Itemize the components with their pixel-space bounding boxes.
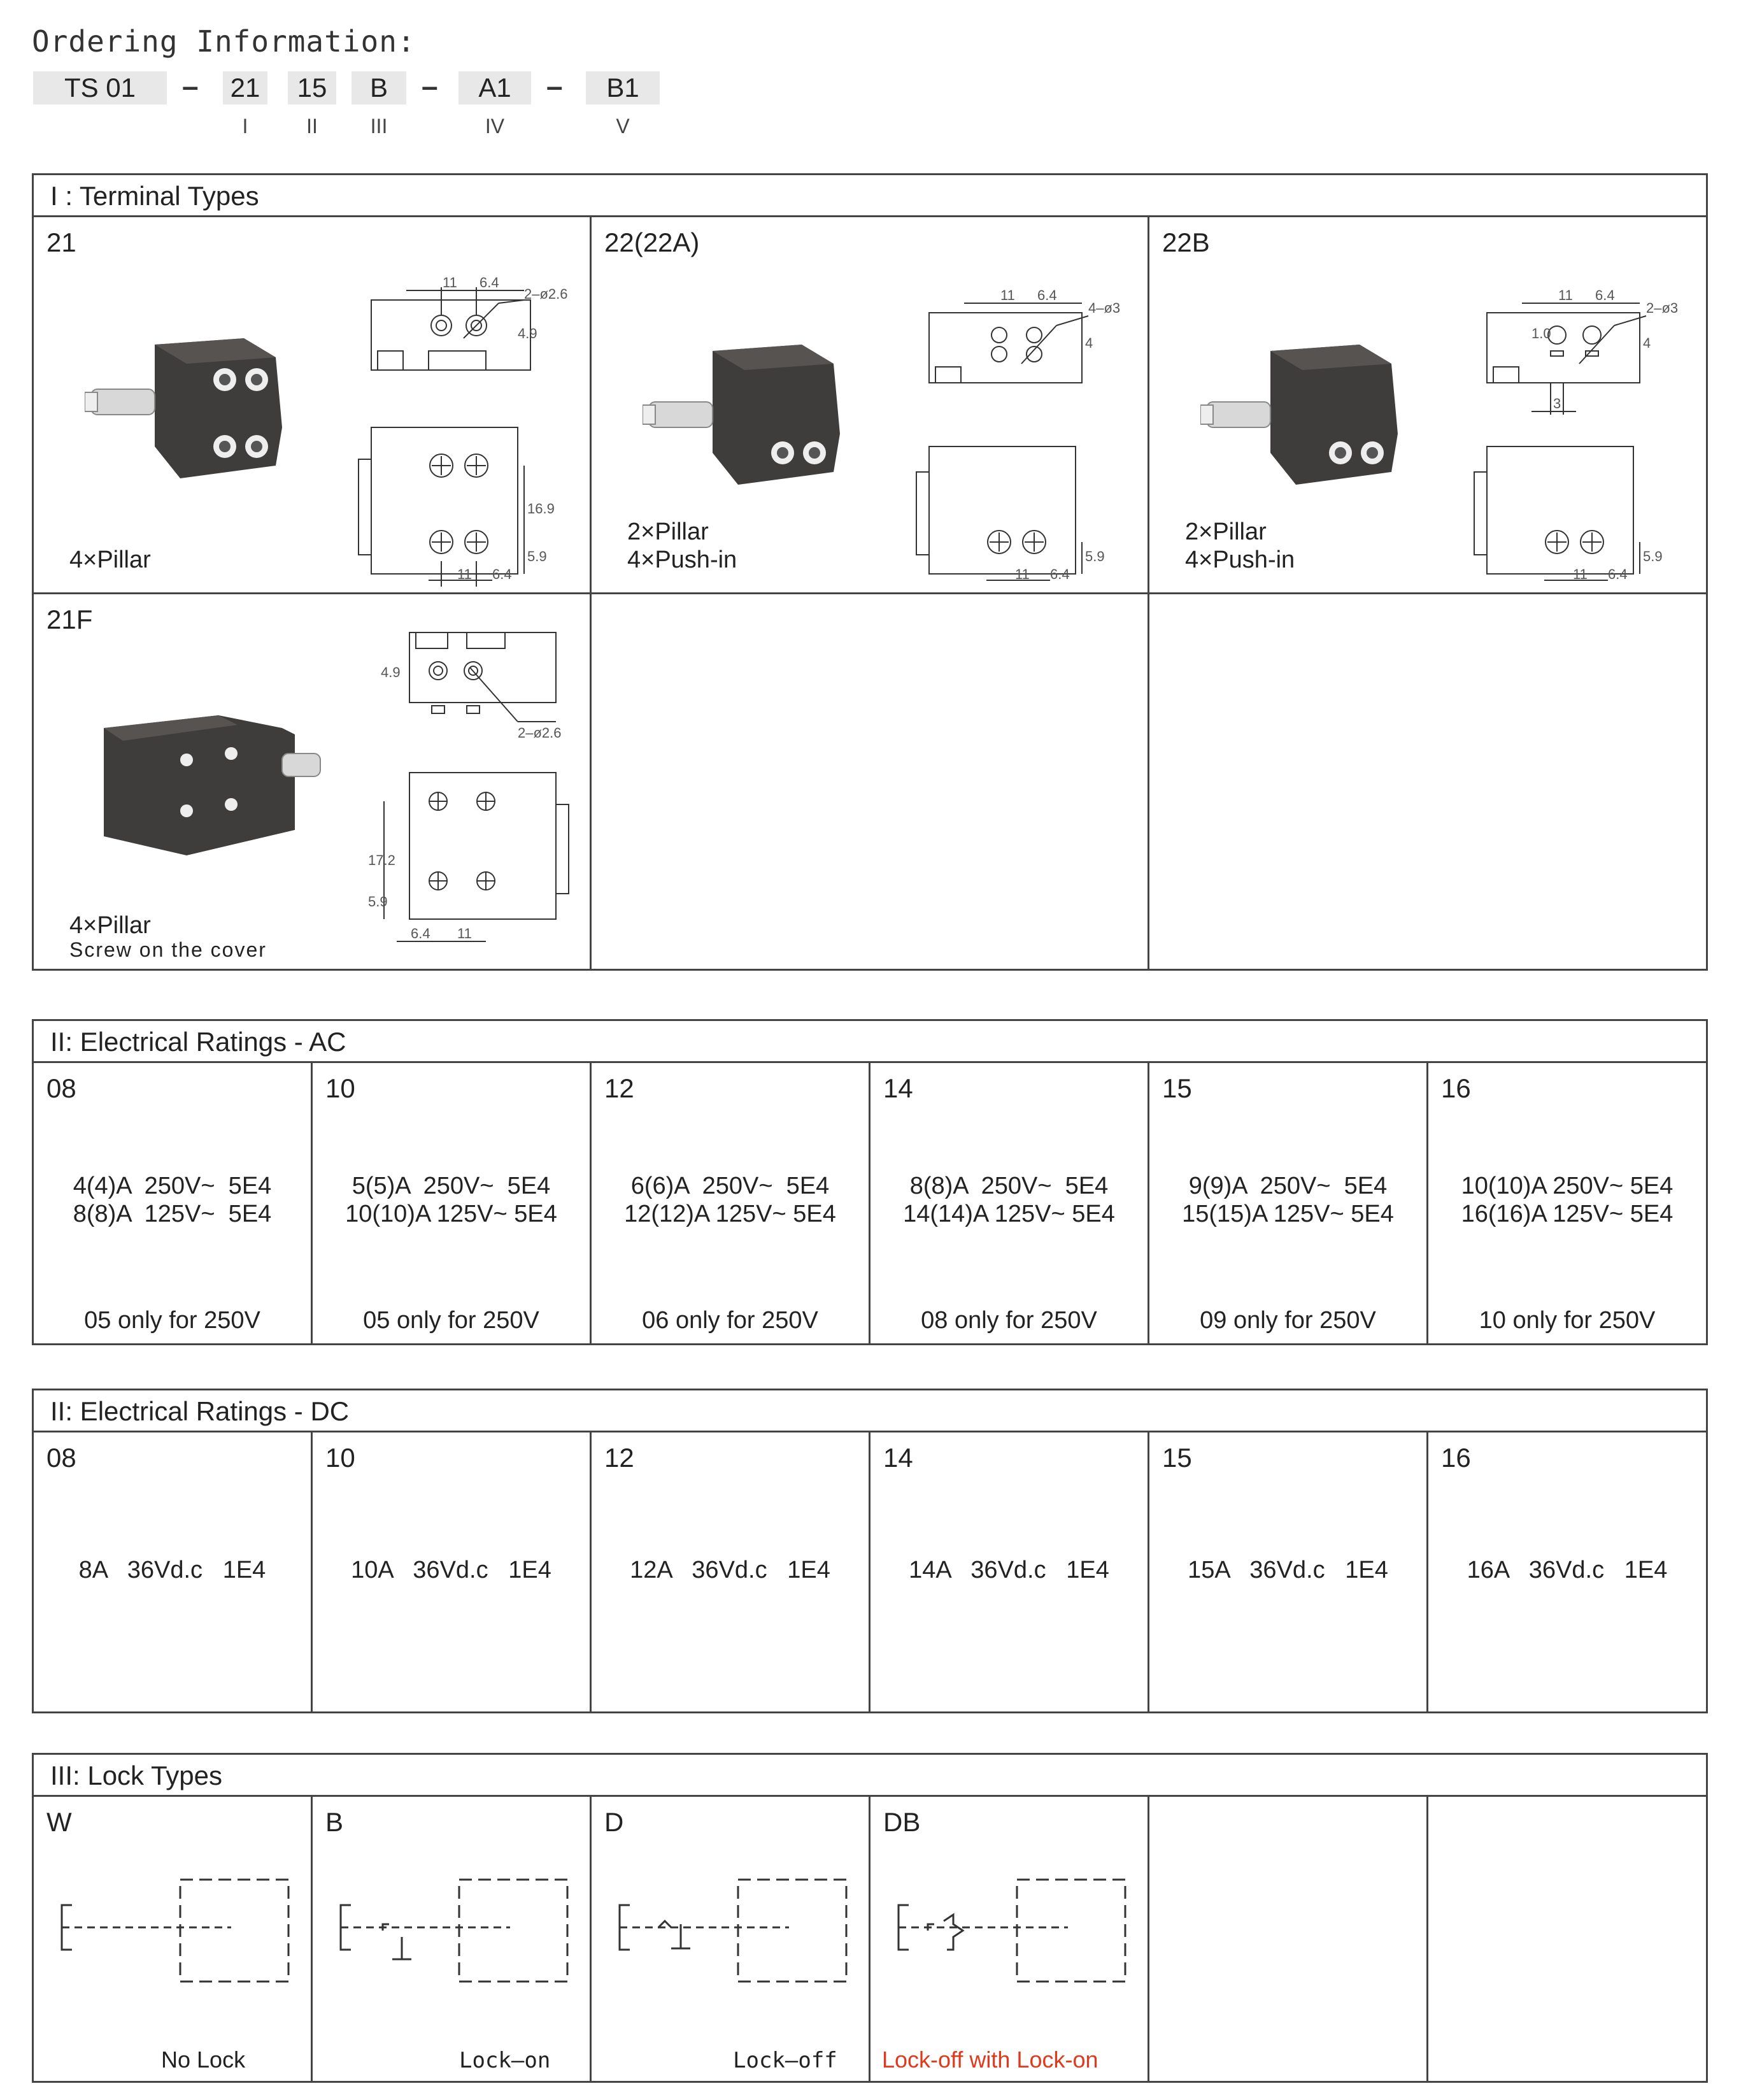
dc-cell — [1149, 1432, 1428, 1711]
terminal-desc: 4×Push-in — [1185, 546, 1295, 573]
dim-label: 3 — [1553, 396, 1561, 411]
rating-code: 10 — [325, 1443, 355, 1473]
dim-label: 5.9 — [1085, 548, 1105, 564]
rating-note: 09 only for 250V — [1200, 1307, 1376, 1334]
dim-label: 17.2 — [368, 852, 395, 868]
dim-label: 16.9 — [527, 501, 555, 517]
dim-label: 11 — [1015, 566, 1030, 582]
code-series: TS 01 — [33, 71, 167, 104]
dim-label: 11 — [457, 566, 472, 582]
dc-ratings-section — [32, 1389, 1708, 1713]
terminal-cell-21 — [34, 217, 592, 594]
lock-cell-db — [870, 1797, 1149, 2081]
switch-body-image — [643, 325, 885, 504]
code-v: B1 — [586, 71, 660, 104]
roman-ii: II — [306, 115, 318, 138]
dc-cell — [1428, 1432, 1706, 1711]
dim-label: 6.4 — [1595, 287, 1615, 303]
terminal-cell-22 — [592, 217, 1149, 594]
lock-types-section — [32, 1753, 1708, 2083]
code-lock: B — [352, 71, 406, 104]
lock-cell-b — [313, 1797, 592, 2081]
dim-label: 6.4 — [1608, 566, 1628, 582]
rating-line: 6(6)A 250V~ 5E4 — [630, 1173, 830, 1199]
lock-label: Lock–off — [733, 2048, 837, 2073]
lock-code: W — [46, 1807, 72, 1837]
ac-cell — [34, 1063, 313, 1343]
code-terminal: 21 — [223, 71, 267, 104]
rating-line: 8(8)A 250V~ 5E4 — [909, 1173, 1109, 1199]
dim-label: 5.9 — [527, 548, 547, 564]
dim-label: 11 — [1573, 566, 1588, 582]
dimension-drawing — [1449, 230, 1703, 587]
rating-line: 14A 36Vd.c 1E4 — [909, 1557, 1109, 1583]
terminal-cell-21f — [34, 594, 592, 969]
dim-label: 6.4 — [480, 275, 499, 290]
switch-body-image — [1200, 325, 1442, 504]
dc-cell — [870, 1432, 1149, 1711]
section-heading: I : Terminal Types — [34, 175, 1706, 217]
ac-cell — [313, 1063, 592, 1343]
code-dash: – — [546, 69, 563, 103]
code-iv: A1 — [458, 71, 531, 104]
ac-cell — [870, 1063, 1149, 1343]
section-heading: II: Electrical Ratings - DC — [34, 1390, 1706, 1432]
rating-line: 4(4)A 250V~ 5E4 — [73, 1173, 272, 1199]
roman-iv: IV — [485, 115, 505, 138]
rating-code: 08 — [46, 1443, 76, 1473]
dim-label: 11 — [1558, 287, 1573, 303]
rating-code: 14 — [883, 1073, 913, 1103]
lock-on-diagram — [332, 1867, 586, 1994]
dim-label: 5.9 — [368, 894, 388, 910]
ac-cell — [1428, 1063, 1706, 1343]
code-dash: – — [182, 69, 199, 103]
dim-label: 4.9 — [518, 325, 537, 341]
dim-label: 2–ø2.6 — [524, 286, 568, 302]
rating-line: 8(8)A 125V~ 5E4 — [73, 1201, 272, 1227]
empty-cell — [1149, 1797, 1428, 2081]
roman-i: I — [242, 115, 248, 138]
dim-label: 1.0 — [1531, 325, 1551, 341]
dim-label: 2–ø3 — [1646, 300, 1679, 316]
rating-code: 08 — [46, 1073, 76, 1103]
lock-cell-d — [592, 1797, 870, 2081]
code-rating: 15 — [288, 71, 336, 104]
rating-line: 10(10)A 125V~ 5E4 — [345, 1201, 557, 1227]
rating-line: 16A 36Vd.c 1E4 — [1467, 1557, 1668, 1583]
rating-note: 06 only for 250V — [642, 1307, 818, 1334]
lock-code: D — [604, 1807, 624, 1837]
rating-code: 15 — [1162, 1073, 1192, 1103]
terminal-code: 21 — [46, 227, 76, 257]
empty-cell — [1149, 594, 1706, 969]
terminal-types-section — [32, 173, 1708, 971]
switch-body-image — [85, 319, 327, 497]
rating-line: 15A 36Vd.c 1E4 — [1188, 1557, 1388, 1583]
rating-line: 10A 36Vd.c 1E4 — [351, 1557, 551, 1583]
rating-note: 05 only for 250V — [84, 1307, 260, 1334]
lock-label: Lock–on — [459, 2048, 551, 2073]
code-dash: – — [422, 69, 438, 103]
dc-cell — [34, 1432, 313, 1711]
rating-line: 8A 36Vd.c 1E4 — [78, 1557, 266, 1583]
terminal-desc: 4×Pillar — [69, 546, 151, 573]
empty-cell — [1428, 1797, 1706, 2081]
dim-label: 4 — [1643, 335, 1651, 351]
terminal-desc: 4×Pillar — [69, 912, 151, 939]
ac-ratings-section — [32, 1019, 1708, 1345]
dim-label: 11 — [1000, 287, 1015, 303]
rating-code: 16 — [1441, 1443, 1471, 1473]
section-heading: II: Electrical Ratings - AC — [34, 1021, 1706, 1063]
no-lock-diagram — [53, 1867, 308, 1994]
dimension-drawing — [333, 601, 588, 964]
rating-line: 9(9)A 250V~ 5E4 — [1188, 1173, 1388, 1199]
lock-cell-w — [34, 1797, 313, 2081]
dim-label: 6.4 — [1037, 287, 1057, 303]
terminal-code: 22B — [1162, 227, 1210, 257]
rating-line: 16(16)A 125V~ 5E4 — [1461, 1201, 1673, 1227]
switch-body-image — [91, 690, 346, 868]
rating-line: 5(5)A 250V~ 5E4 — [352, 1173, 551, 1199]
section-heading: III: Lock Types — [34, 1755, 1706, 1797]
terminal-code: 22(22A) — [604, 227, 700, 257]
roman-iii: III — [370, 115, 388, 138]
ac-cell — [1149, 1063, 1428, 1343]
terminal-desc: 2×Pillar — [627, 518, 709, 545]
ordering-title: Ordering Information: — [32, 24, 416, 59]
dc-cell — [313, 1432, 592, 1711]
terminal-desc: 2×Pillar — [1185, 518, 1267, 545]
dim-label: 11 — [443, 275, 457, 290]
dim-label: 5.9 — [1643, 548, 1663, 564]
ac-cell — [592, 1063, 870, 1343]
lock-code: B — [325, 1807, 344, 1837]
dim-label: 2–ø2.6 — [518, 725, 562, 741]
lock-code: DB — [883, 1807, 921, 1837]
lock-off-lock-on-diagram — [890, 1867, 1144, 1994]
dim-label: 4 — [1085, 335, 1093, 351]
rating-note: 10 only for 250V — [1479, 1307, 1656, 1334]
rating-line: 12(12)A 125V~ 5E4 — [624, 1201, 836, 1227]
rating-code: 10 — [325, 1073, 355, 1103]
dimension-drawing — [333, 230, 588, 587]
rating-code: 15 — [1162, 1443, 1192, 1473]
dim-label: 4.9 — [381, 664, 401, 680]
dimension-drawing — [891, 230, 1146, 587]
dim-label: 4–ø3 — [1088, 300, 1121, 316]
rating-line: 10(10)A 250V~ 5E4 — [1461, 1173, 1673, 1199]
terminal-subdesc: Screw on the cover — [69, 938, 267, 961]
terminal-code: 21F — [46, 604, 93, 634]
rating-code: 12 — [604, 1073, 634, 1103]
rating-code: 12 — [604, 1443, 634, 1473]
dim-label: 6.4 — [492, 566, 512, 582]
dim-label: 11 — [457, 925, 472, 941]
rating-line: 14(14)A 125V~ 5E4 — [903, 1201, 1115, 1227]
rating-line: 12A 36Vd.c 1E4 — [630, 1557, 830, 1583]
terminal-desc: 4×Push-in — [627, 546, 737, 573]
dim-label: 6.4 — [411, 925, 430, 941]
rating-note: 05 only for 250V — [363, 1307, 539, 1334]
dim-label: 6.4 — [1050, 566, 1070, 582]
dc-cell — [592, 1432, 870, 1711]
rating-code: 14 — [883, 1443, 913, 1473]
lock-label-highlight: Lock-off with Lock-on — [882, 2046, 1098, 2073]
empty-cell — [592, 594, 1149, 969]
rating-line: 15(15)A 125V~ 5E4 — [1182, 1201, 1394, 1227]
terminal-cell-22b — [1149, 217, 1706, 594]
roman-v: V — [616, 115, 630, 138]
lock-off-diagram — [611, 1867, 865, 1994]
rating-note: 08 only for 250V — [921, 1307, 1097, 1334]
lock-label: No Lock — [161, 2046, 246, 2073]
rating-code: 16 — [1441, 1073, 1471, 1103]
